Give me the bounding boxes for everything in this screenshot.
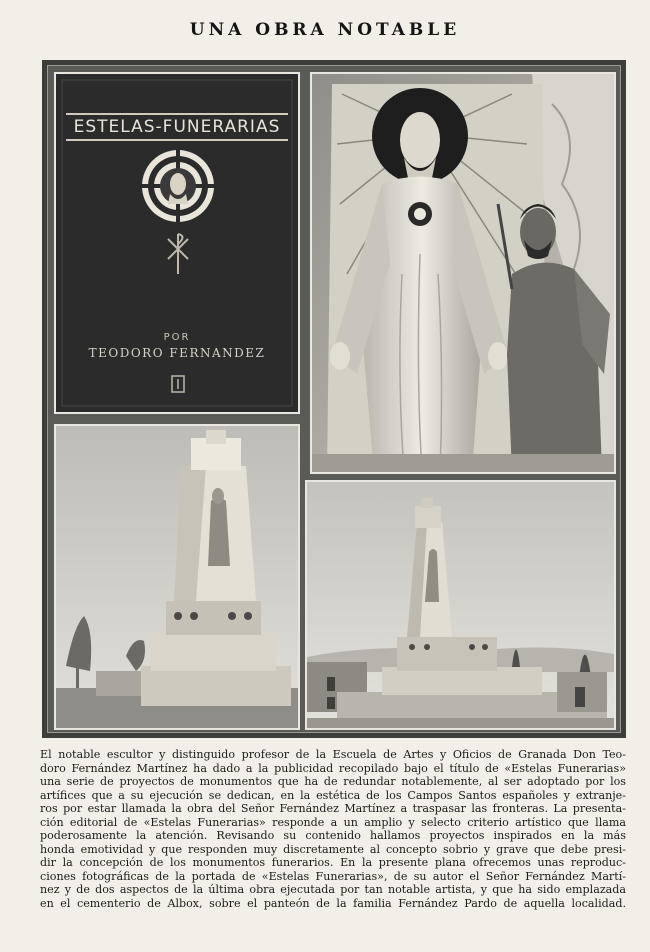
caption-line: poderosamente la atención. Revisando su contenido hallamos proyectos inspirados en la más [40, 829, 626, 842]
page-title: UNA OBRA NOTABLE [189, 20, 461, 40]
photo-sculptor-with-statue [310, 72, 616, 474]
caption-line: ción editorial de «Estelas Funerarias» responde a un amplio y selecto criterio artístico que llama [40, 815, 626, 829]
caption-line: ciones fotográficas de la portada de «Estelas Funerarias», de su autor el Señor Fernández Martí- [40, 869, 626, 883]
caption-line: El notable escultor y distinguido profesor de la Escuela de Artes y Oficios de Granada Don Teo- [40, 748, 626, 761]
sculptor-statue-image [312, 74, 614, 472]
caption-line: nez y de dos aspectos de la última obra ejecutada por tan notable artista, y que ha sido emplazada [40, 883, 626, 896]
caption-line: artífices que a su ejecución se dedican, en la estética de los Campos Santos españoles y extranje- [40, 788, 626, 802]
article-text [40, 748, 626, 910]
caption-line: honda emotividad y que responden muy discretamente al concepto sobrio y grave que debe presi- [40, 842, 626, 856]
cover-author: TEODORO FERNANDEZ [88, 346, 266, 360]
photo-monument-cemetery [305, 480, 616, 730]
photo-monument-front [54, 424, 300, 730]
caption-line: doro Fernández Martínez ha dado a la publicidad recopilado bajo el título de «Estelas Funerarias» [40, 761, 626, 775]
monument-front-image [56, 426, 298, 728]
monument-cemetery-image [307, 482, 614, 728]
caption-line: en el cementerio de Albox, sobre el panteón de la familia Fernández Pardo de aquella localidad. [40, 896, 626, 910]
caption-line: ros por estar llamada la obra del Señor Fernández Martínez a traspasar las fronteras. La presenta- [40, 802, 626, 815]
cover-by-label: POR [163, 332, 191, 343]
photo-plate [42, 60, 626, 738]
caption-line: una serie de proyectos de monumentos que ha de redundar notablemente, al ser adoptado por los [40, 775, 626, 788]
photo-book-cover [54, 72, 300, 414]
caption-line: dir la concepción de los monumentos funerarios. En la presente plana ofrecemos unas reproduc- [40, 856, 626, 869]
medallion-emblem [142, 150, 214, 222]
cover-title: ESTELAS-FUNERARIAS [66, 113, 288, 141]
